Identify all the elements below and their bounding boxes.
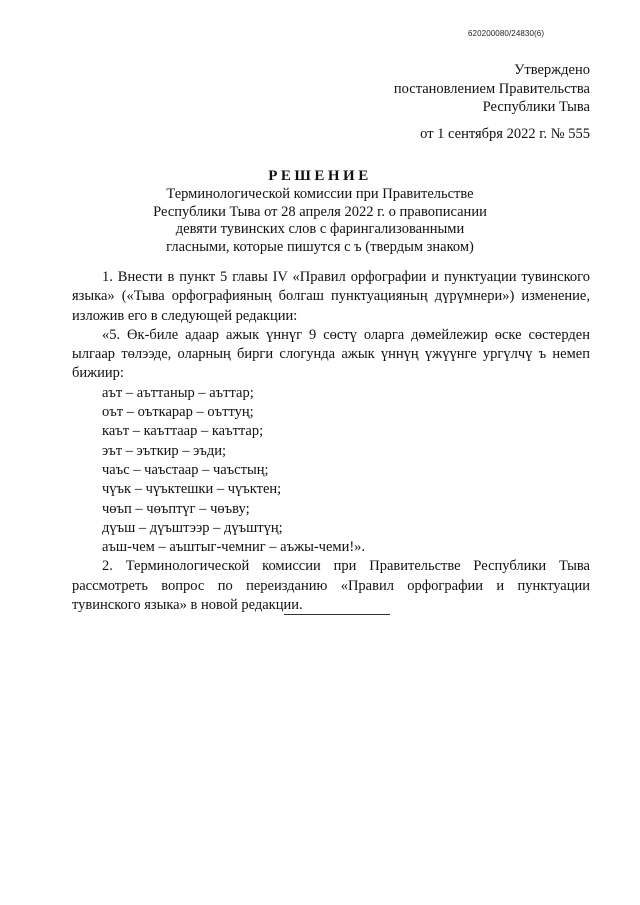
title-block bbox=[60, 166, 580, 256]
paragraph-2: 2. Терминологической комиссии при Правительстве Республики Тыва рассмотреть вопрос по переизданию «Правил орфографии и пунктуации тувинского языка» в новой редакции. bbox=[72, 558, 590, 614]
approval-block bbox=[394, 61, 590, 117]
word-list-item: аът – аъттаныр – аъттар; bbox=[102, 384, 254, 401]
approval-line: Утверждено bbox=[514, 62, 590, 78]
document-code: 620200080/24830(6) bbox=[468, 29, 545, 38]
approval-date: от 1 сентября 2022 г. № 555 bbox=[420, 126, 590, 142]
subtitle-line: Республики Тыва от 28 апреля 2022 г. о правописании bbox=[153, 203, 487, 220]
approval-line: постановлением Правительства bbox=[393, 80, 590, 97]
word-list-item: аъш-чем – аъштыг-чемниг – аъжы-чеми!». bbox=[102, 539, 366, 556]
word-list-item: чүък – чүъктешки – чүъктен; bbox=[102, 481, 282, 498]
word-list-item: оът – оъткарар – оъттуң; bbox=[102, 404, 254, 421]
paragraph-1: 1. Внести в пункт 5 главы IV «Правил орфографии и пунктуации тувинского языка» («Тыва орфографияның болгаш пунктуацияның дүрүмнери») изменение, изложив его в следующей редакции: bbox=[72, 269, 590, 324]
word-list-item: чөъп – чөъптүг – чөъву; bbox=[102, 500, 250, 517]
quote-intro: «5. Өк-биле адаар ажык үннүг 9 сөстү оларга дөмейлежир өске сөстерден ылгаар төлээде, оларның бирги слогунда ажык үннүң үжүүнге ургүлчү ъ немеп бижиир: bbox=[72, 326, 590, 382]
document-body bbox=[72, 268, 590, 615]
subtitle-line: Терминологической комиссии при Правительстве bbox=[166, 186, 474, 202]
subtitle-line: гласными, которые пишутся с ъ (твердым знаком) bbox=[166, 238, 474, 255]
word-list bbox=[72, 384, 590, 558]
word-list-item: каът – каъттаар – каъттар; bbox=[102, 423, 264, 440]
closing-divider bbox=[284, 614, 390, 615]
approval-line: Республики Тыва bbox=[482, 99, 590, 115]
document-title: РЕШЕНИЕ bbox=[268, 168, 372, 184]
word-list-item: чаъс – чаъстаар – чаъстың; bbox=[102, 461, 269, 478]
word-list-item: эът – эъткир – эъди; bbox=[102, 442, 227, 459]
word-list-item: дүъш – дүъштээр – дүъштүң; bbox=[102, 519, 283, 536]
subtitle-line: девяти тувинских слов с фарингализованными bbox=[175, 221, 465, 237]
